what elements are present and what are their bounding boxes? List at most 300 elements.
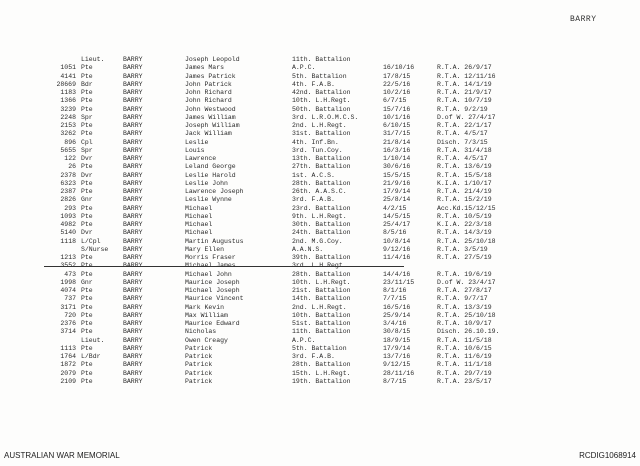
- service-number: 1051: [60, 64, 76, 72]
- enlist-date: 9/12/16: [383, 245, 411, 253]
- fate: R.T.A. 9/2/19: [437, 105, 488, 113]
- surname: BARRY: [123, 278, 143, 286]
- fate: D.of W. 27/4/17: [437, 113, 496, 121]
- surname: BARRY: [123, 369, 143, 377]
- surname: BARRY: [123, 377, 143, 385]
- surname: BARRY: [123, 130, 143, 138]
- surname: BARRY: [123, 188, 143, 195]
- given-names: Patrick: [185, 361, 213, 369]
- service-number: 1213: [60, 254, 76, 261]
- given-names: Maurice Edward: [185, 320, 240, 327]
- fate: R.T.A. 10/5/19: [437, 212, 492, 220]
- enlist-date: 4/2/15: [383, 204, 407, 212]
- roll-entry: [0, 304, 640, 312]
- rank: L/Bdr: [81, 353, 101, 360]
- unit: 13th. Battalion: [292, 155, 351, 162]
- enlist-date: 8/7/15: [383, 377, 407, 385]
- fate: R.T.A. 19/6/19: [437, 270, 492, 278]
- unit: 30th. Battalion: [292, 221, 351, 228]
- given-names: Nicholas: [185, 328, 217, 336]
- fate: R.T.A. 21/4/19: [437, 188, 492, 195]
- unit: 27th. Battalion: [292, 163, 351, 171]
- roll-entry: [0, 328, 640, 336]
- service-number: 2248: [60, 113, 76, 121]
- roll-entry: [0, 337, 640, 345]
- service-number: 122: [64, 155, 76, 162]
- roll-entry: [0, 180, 640, 188]
- unit: 28th. Battalion: [292, 179, 351, 187]
- service-number: 1183: [60, 89, 76, 96]
- given-names: Michael: [185, 221, 213, 228]
- fate: R.T.A. 4/5/17: [437, 155, 488, 162]
- surname: BARRY: [123, 287, 143, 294]
- rank: Lieut.: [81, 56, 105, 63]
- rank: Cpl: [81, 138, 93, 146]
- given-names: James Mars: [185, 64, 225, 72]
- fate: D.of W. 23/4/17: [437, 278, 496, 286]
- fate: R.T.A. 27/5/19: [437, 254, 492, 261]
- fate: R.T.A. 14/3/19: [437, 229, 492, 237]
- enlist-date: 21/8/14: [383, 138, 411, 146]
- fate: K.I.A. 22/3/18: [437, 221, 492, 228]
- surname: BARRY: [123, 229, 143, 237]
- surname: BARRY: [123, 328, 143, 336]
- service-number: 1113: [60, 344, 76, 352]
- archive-credit: AUSTRALIAN WAR MEMORIAL: [4, 451, 120, 460]
- roll-entry: [0, 64, 640, 72]
- surname: BARRY: [123, 353, 143, 360]
- given-names: Michael: [185, 229, 213, 237]
- roll-entry: [0, 139, 640, 147]
- rank: Pte: [81, 122, 93, 129]
- rank: Dvr: [81, 229, 93, 237]
- surname: BARRY: [123, 262, 143, 270]
- surname: BARRY: [123, 89, 143, 96]
- rank: Pte: [81, 64, 93, 72]
- service-number: 1998: [60, 278, 76, 286]
- rank: Pte: [81, 377, 93, 385]
- rank: Pte: [81, 311, 93, 319]
- given-names: Owen Creagy: [185, 336, 228, 344]
- service-number: 737: [64, 295, 76, 303]
- service-number: 473: [64, 270, 76, 278]
- enlist-date: 16/10/16: [383, 64, 415, 72]
- service-number: 2378: [60, 171, 76, 179]
- enlist-date: 17/9/14: [383, 188, 411, 195]
- surname: BARRY: [123, 97, 143, 105]
- service-number: 28669: [56, 80, 76, 88]
- fate: R.T.A. 22/1/17: [437, 122, 492, 129]
- unit: 3rd. L.R.O.M.C.S.: [292, 113, 359, 121]
- roll-entry: [0, 81, 640, 89]
- fate: R.T.A. 23/5/17: [437, 377, 492, 385]
- enlist-date: 16/3/16: [383, 146, 411, 154]
- service-number: 2387: [60, 188, 76, 195]
- given-names: James Patrick: [185, 72, 236, 80]
- surname: BARRY: [123, 105, 143, 113]
- enlist-date: 22/5/16: [383, 80, 411, 88]
- rank: Dvr: [81, 155, 93, 162]
- rank: Pte: [81, 369, 93, 377]
- service-number: 4982: [60, 221, 76, 228]
- service-number: 6323: [60, 179, 76, 187]
- surname: BARRY: [123, 72, 143, 80]
- fate: Disch. 26.10.19.: [437, 328, 500, 336]
- rank: Pte: [81, 105, 93, 113]
- surname: BARRY: [123, 56, 143, 63]
- given-names: Maurice Vincent: [185, 295, 244, 303]
- enlist-date: 30/8/15: [383, 328, 411, 336]
- unit: 50th. Battalion: [292, 105, 351, 113]
- given-names: John Westwood: [185, 105, 236, 113]
- roll-entry: [0, 205, 640, 213]
- unit: 31st. Battalion: [292, 130, 351, 138]
- fate: R.T.A. 21/9/17: [437, 89, 492, 96]
- service-number: 3552: [60, 262, 76, 270]
- roll-entry: [0, 353, 640, 361]
- fate: Disch. 7/3/15: [437, 138, 488, 146]
- surname: BARRY: [123, 295, 143, 303]
- enlist-date: 6/10/15: [383, 122, 411, 129]
- roll-entry: [0, 122, 640, 130]
- given-names: Patrick: [185, 377, 213, 385]
- surname: BARRY: [123, 254, 143, 261]
- given-names: Martin Augustus: [185, 237, 244, 245]
- given-names: Leslie: [185, 138, 209, 146]
- unit: 9th. L.H.Regt.: [292, 212, 347, 220]
- fate: K.I.A. 1/10/17: [437, 179, 492, 187]
- enlist-date: 23/11/15: [383, 278, 415, 286]
- roll-entry: [0, 106, 640, 114]
- unit: 19th. Battalion: [292, 377, 351, 385]
- fate: R.T.A. 25/10/18: [437, 237, 496, 245]
- rank: Pte: [81, 179, 93, 187]
- given-names: Leland George: [185, 163, 236, 171]
- roll-entry: [0, 312, 640, 320]
- enlist-date: 10/8/14: [383, 237, 411, 245]
- roll-entry: [0, 361, 640, 369]
- surname: BARRY: [123, 80, 143, 88]
- rank: Pte: [81, 163, 93, 171]
- given-names: John Patrick: [185, 80, 232, 88]
- unit: 14th. Battalion: [292, 295, 351, 303]
- service-number: 1118: [60, 237, 76, 245]
- fate: R.T.A. 3/5/19: [437, 245, 488, 253]
- rank: Lieut.: [81, 336, 105, 344]
- service-number: 5655: [60, 146, 76, 154]
- enlist-date: 15/5/15: [383, 171, 411, 179]
- surname: BARRY: [123, 113, 143, 121]
- enlist-date: 11/4/16: [383, 254, 411, 261]
- fate: R.T.A. 11/5/18: [437, 336, 492, 344]
- roll-entry: [0, 246, 640, 254]
- surname: BARRY: [123, 212, 143, 220]
- roll-entry: [0, 320, 640, 328]
- roll-entry: [0, 370, 640, 378]
- given-names: Lawrence: [185, 155, 217, 162]
- enlist-date: 7/7/15: [383, 295, 407, 303]
- roll-entry: [0, 295, 640, 303]
- enlist-date: 30/6/16: [383, 163, 411, 171]
- surname: BARRY: [123, 146, 143, 154]
- enlist-date: 14/4/16: [383, 270, 411, 278]
- enlist-date: 10/1/16: [383, 113, 411, 121]
- unit: 26th. A.A.S.C.: [292, 188, 347, 195]
- rank: Pte: [81, 188, 93, 195]
- rank: Pte: [81, 262, 93, 270]
- roll-entry: [0, 345, 640, 353]
- fate: R.T.A. 26/9/17: [437, 64, 492, 72]
- fate: Acc.Kd.15/12/15: [437, 204, 496, 212]
- surname: BARRY: [123, 179, 143, 187]
- roll-entry: [0, 155, 640, 163]
- given-names: Maurice Joseph: [185, 278, 240, 286]
- enlist-date: 17/8/15: [383, 72, 411, 80]
- fate: R.T.A. 29/7/19: [437, 369, 492, 377]
- fate: R.T.A. 11/1/18: [437, 361, 492, 369]
- enlist-date: 15/7/16: [383, 105, 411, 113]
- fate: R.T.A. 27/8/17: [437, 287, 492, 294]
- unit: 10th. Battalion: [292, 311, 351, 319]
- rank: Pte: [81, 344, 93, 352]
- given-names: Jack William: [185, 130, 232, 138]
- unit: 2nd. M.G.Coy.: [292, 237, 343, 245]
- enlist-date: 16/5/16: [383, 303, 411, 311]
- fate: R.T.A. 12/11/16: [437, 72, 496, 80]
- surname: BARRY: [123, 270, 143, 278]
- service-number: 293: [64, 204, 76, 212]
- given-names: Patrick: [185, 344, 213, 352]
- roll-entry: [0, 89, 640, 97]
- unit: 4th. F.A.B.: [292, 80, 335, 88]
- service-number: 720: [64, 311, 76, 319]
- surname: BARRY: [123, 361, 143, 369]
- fate: R.T.A. 4/5/17: [437, 130, 488, 138]
- rank: Pte: [81, 89, 93, 96]
- given-names: Joseph William: [185, 122, 240, 129]
- roll-entry: [0, 114, 640, 122]
- given-names: Leslie Harold: [185, 171, 236, 179]
- surname: BARRY: [123, 221, 143, 228]
- unit: 3rd. L.H.Regt.: [292, 262, 347, 270]
- surname: BARRY: [123, 204, 143, 212]
- service-number: 3171: [60, 303, 76, 311]
- roll-entry: [0, 254, 640, 262]
- service-number: 26: [68, 163, 76, 171]
- fate: R.T.A. 14/1/19: [437, 80, 492, 88]
- service-number: 3262: [60, 130, 76, 138]
- unit: 1st. A.C.S.: [292, 171, 335, 179]
- fate: R.T.A. 10/9/17: [437, 320, 492, 327]
- fate: R.T.A. 13/3/19: [437, 303, 492, 311]
- fate: R.T.A. 15/5/18: [437, 171, 492, 179]
- surname: BARRY: [123, 171, 143, 179]
- roll-entry: [0, 188, 640, 196]
- unit: 23rd. Battalion: [292, 204, 351, 212]
- surname: BARRY: [123, 196, 143, 204]
- fate: R.T.A. 13/6/19: [437, 163, 492, 171]
- enlist-date: 17/9/14: [383, 344, 411, 352]
- record-id: RCDIG1068914: [579, 451, 636, 460]
- enlist-date: 18/9/15: [383, 336, 411, 344]
- service-number: 2826: [60, 196, 76, 204]
- given-names: Max William: [185, 311, 228, 319]
- surname: BARRY: [123, 336, 143, 344]
- rank: Pte: [81, 254, 93, 261]
- enlist-date: 8/1/16: [383, 287, 407, 294]
- roll-entry: [0, 163, 640, 171]
- rank: Pte: [81, 204, 93, 212]
- rank: Gnr: [81, 278, 93, 286]
- rank: Pte: [81, 320, 93, 327]
- roll-entry: [0, 221, 640, 229]
- roll-entry: [0, 73, 640, 81]
- roll-entry: [0, 262, 640, 270]
- unit: 28th. Battalion: [292, 361, 351, 369]
- unit: 11th. Battalion: [292, 56, 351, 63]
- rank: Pte: [81, 295, 93, 303]
- unit: 39th. Battalion: [292, 254, 351, 261]
- given-names: Louis: [185, 146, 205, 154]
- service-number: 1764: [60, 353, 76, 360]
- roll-entry: [0, 97, 640, 105]
- unit: 3rd. Tun.Coy.: [292, 146, 343, 154]
- given-names: Morris Fraser: [185, 254, 236, 261]
- rank: Gnr: [81, 196, 93, 204]
- unit: 15th. L.H.Regt.: [292, 369, 351, 377]
- roll-entry: [0, 213, 640, 221]
- unit: 4th. Inf.Bn.: [292, 138, 339, 146]
- enlist-date: 8/5/16: [383, 229, 407, 237]
- given-names: Leslie John: [185, 179, 228, 187]
- service-number: 2376: [60, 320, 76, 327]
- unit: 10th. L.H.Regt.: [292, 278, 351, 286]
- given-names: Mark Kevin: [185, 303, 225, 311]
- rank: Dvr: [81, 171, 93, 179]
- service-number: 5140: [60, 229, 76, 237]
- rank: Pte: [81, 328, 93, 336]
- unit: A.P.C.: [292, 336, 316, 344]
- unit: 5th. Battalion: [292, 72, 347, 80]
- given-names: Michael Joseph: [185, 287, 240, 294]
- given-names: Michael: [185, 212, 213, 220]
- enlist-date: 21/9/16: [383, 179, 411, 187]
- service-number: 1872: [60, 361, 76, 369]
- roll-entry: [0, 172, 640, 180]
- given-names: John Richard: [185, 97, 232, 105]
- fate: R.T.A. 25/10/18: [437, 311, 496, 319]
- surname: BARRY: [123, 122, 143, 129]
- rank: Pte: [81, 72, 93, 80]
- service-number: 1093: [60, 212, 76, 220]
- rank: Pte: [81, 221, 93, 228]
- service-number: 4141: [60, 72, 76, 80]
- fate: R.T.A. 9/7/17: [437, 295, 488, 303]
- given-names: Patrick: [185, 353, 213, 360]
- roll-entry: [0, 378, 640, 386]
- surname: BARRY: [123, 311, 143, 319]
- unit: 3rd. F.A.B.: [292, 353, 335, 360]
- given-names: Michael John: [185, 270, 232, 278]
- rank: Pte: [81, 270, 93, 278]
- rank: Pte: [81, 361, 93, 369]
- rank: Pte: [81, 212, 93, 220]
- enlist-date: 25/8/14: [383, 196, 411, 204]
- enlist-date: 13/7/16: [383, 353, 411, 360]
- enlist-date: 6/7/15: [383, 97, 407, 105]
- service-number: 1366: [60, 97, 76, 105]
- fate: R.T.A. 10/7/19: [437, 97, 492, 105]
- rank: Pte: [81, 303, 93, 311]
- enlist-date: 28/11/16: [383, 369, 415, 377]
- surname: BARRY: [123, 64, 143, 72]
- rank: Pte: [81, 287, 93, 294]
- unit: A.P.C.: [292, 64, 316, 72]
- unit: 24th. Battalion: [292, 229, 351, 237]
- roll-entry: [0, 287, 640, 295]
- unit: A.A.N.S.: [292, 245, 324, 253]
- rank: S/Nurse: [81, 245, 109, 253]
- given-names: Patrick: [185, 369, 213, 377]
- given-names: Michael James: [185, 262, 236, 270]
- surname: BARRY: [123, 237, 143, 245]
- unit: 2nd. L.H.Regt.: [292, 122, 347, 129]
- enlist-date: 10/2/16: [383, 89, 411, 96]
- unit: 51st. Battalion: [292, 320, 351, 327]
- roll-entry: [0, 130, 640, 138]
- given-names: John Richard: [185, 89, 232, 96]
- enlist-date: 25/4/17: [383, 221, 411, 228]
- roll-entry: [0, 56, 640, 64]
- fate: R.T.A. 10/6/15: [437, 344, 492, 352]
- unit: 2nd. L.H.Regt.: [292, 303, 347, 311]
- given-names: Michael: [185, 204, 213, 212]
- enlist-date: 9/12/15: [383, 361, 411, 369]
- rank: Bdr: [81, 80, 93, 88]
- fate: R.T.A. 31/4/18: [437, 146, 492, 154]
- surname: BARRY: [123, 163, 143, 171]
- roll-entry: [0, 279, 640, 287]
- unit: 42nd. Battalion: [292, 89, 351, 96]
- unit: 3rd. F.A.B.: [292, 196, 335, 204]
- enlist-date: 31/7/15: [383, 130, 411, 138]
- enlist-date: 14/5/15: [383, 212, 411, 220]
- surname: BARRY: [123, 155, 143, 162]
- enlist-date: 25/9/14: [383, 311, 411, 319]
- unit: 28th. Battalion: [292, 270, 351, 278]
- service-number: 2153: [60, 122, 76, 129]
- service-number: 896: [64, 138, 76, 146]
- given-names: Mary Ellen: [185, 245, 225, 253]
- roll-entry: [0, 229, 640, 237]
- surname: BARRY: [123, 138, 143, 146]
- roll-list: [0, 56, 640, 386]
- surname-header: BARRY: [570, 15, 597, 24]
- unit: 21st. Battalion: [292, 287, 351, 294]
- unit: 11th. Battalion: [292, 328, 351, 336]
- service-number: 2109: [60, 377, 76, 385]
- roll-entry: [0, 147, 640, 155]
- rank: Spr: [81, 146, 93, 154]
- surname: BARRY: [123, 344, 143, 352]
- roll-entry: [0, 196, 640, 204]
- surname: BARRY: [123, 245, 143, 253]
- given-names: Lawrence Joseph: [185, 188, 244, 195]
- rank: L/Cpl: [81, 237, 101, 245]
- unit: 5th. Battalion: [292, 344, 347, 352]
- service-number: 4074: [60, 287, 76, 294]
- fate: R.T.A. 11/6/19: [437, 353, 492, 360]
